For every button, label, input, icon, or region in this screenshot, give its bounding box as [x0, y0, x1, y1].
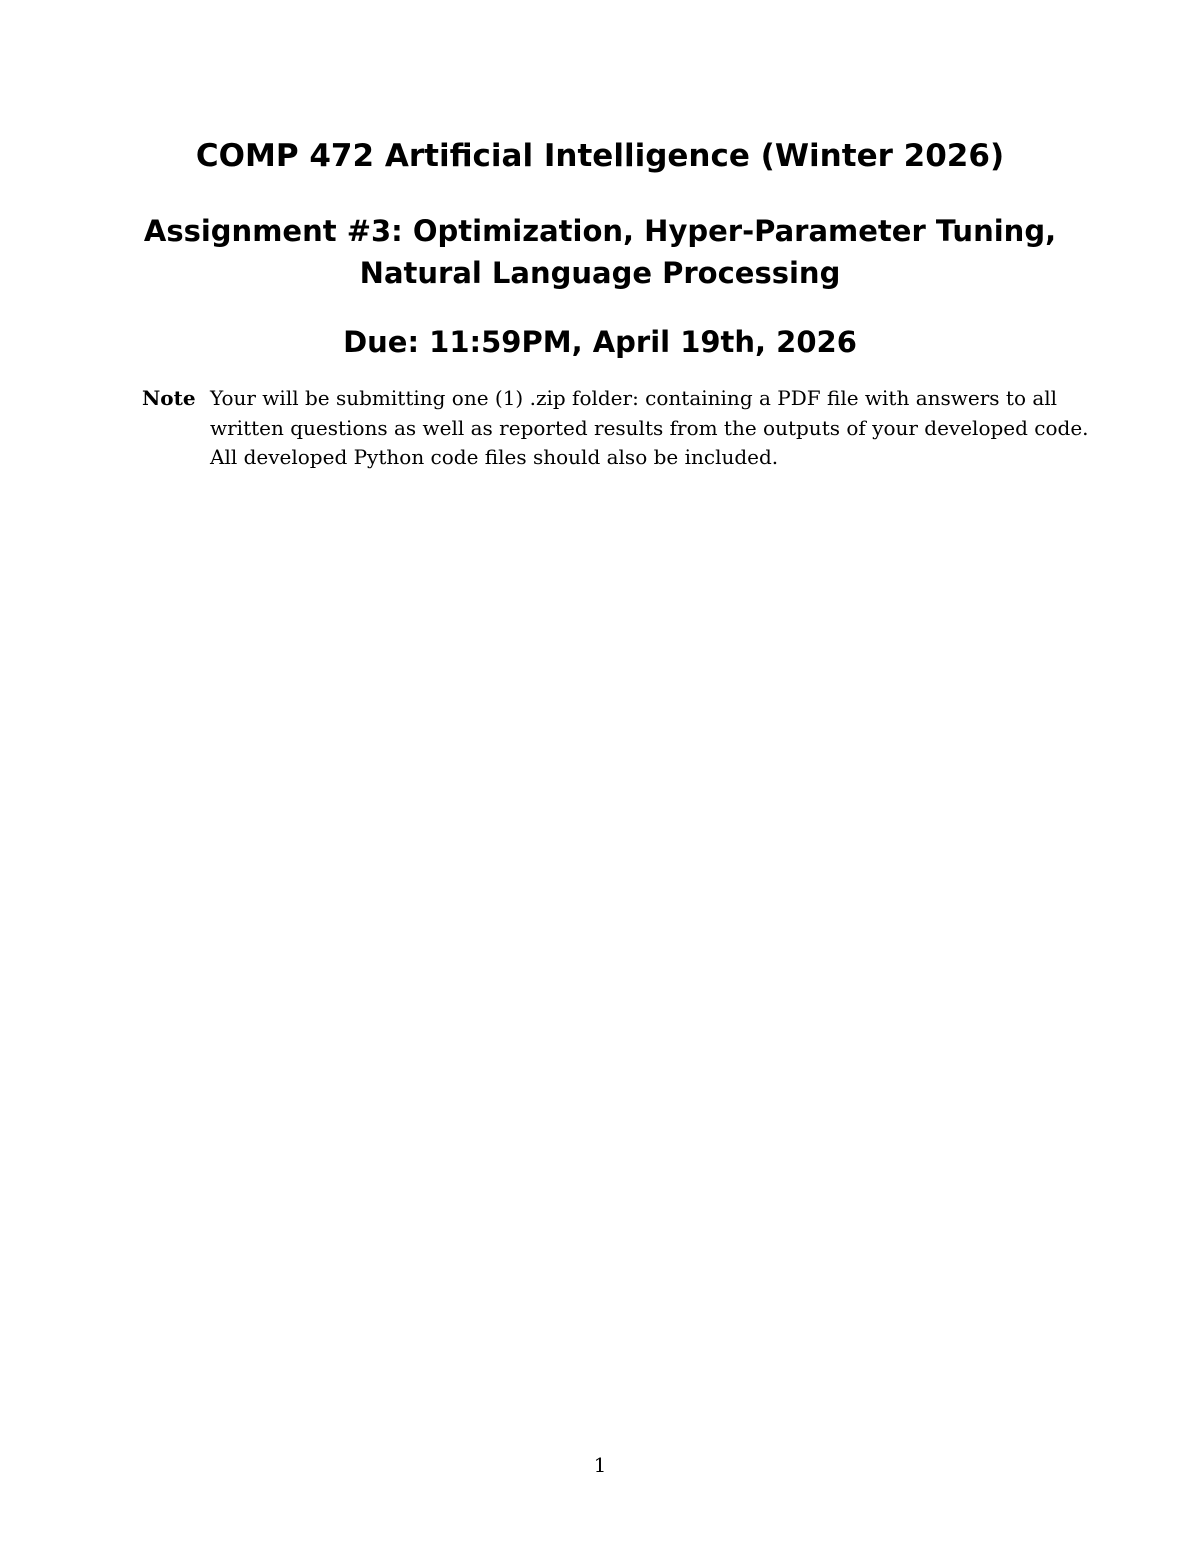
- assignment-title-line-1: Assignment #3: Optimization, Hyper-Parameter Tuning,: [143, 214, 1057, 248]
- page-number: 1: [593, 1453, 607, 1477]
- course-title: COMP 472 Artificial Intelligence (Winter 2026): [195, 138, 1005, 174]
- note-label: Note: [142, 386, 196, 410]
- assignment-title: [0, 210, 1200, 294]
- note-line: Your will be submitting one (1) .zip folder: containing a PDF file with answers to all: [210, 386, 1058, 410]
- due-date: Due: 11:59PM, April 19th, 2026: [343, 325, 857, 359]
- note-text: [210, 384, 1089, 473]
- assignment-title-line-2: Natural Language Processing: [359, 256, 841, 290]
- note-line: All developed Python code files should also be included.: [210, 445, 779, 469]
- note-line: written questions as well as reported results from the outputs of your developed code.: [210, 415, 1089, 440]
